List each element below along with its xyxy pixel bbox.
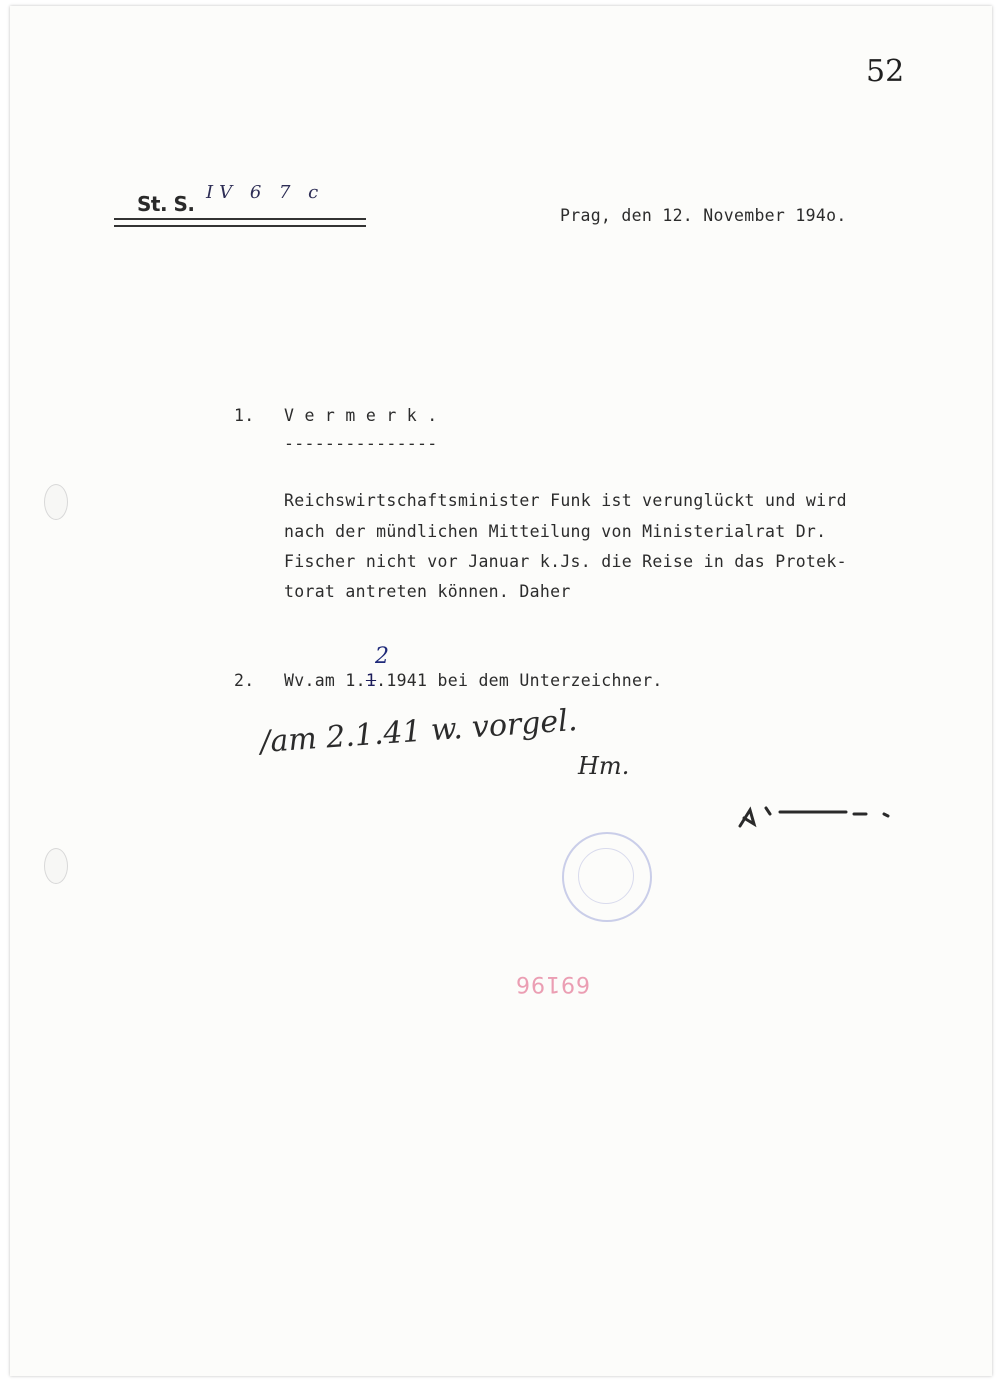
punch-hole — [44, 848, 68, 884]
item-1-line: nach der mündlichen Mitteilung von Ministerialrat Dr. — [284, 522, 827, 541]
sts-underline-double — [114, 225, 366, 227]
item-1-line: Reichswirtschaftsminister Funk ist verunglückt und wird — [284, 491, 847, 510]
item-1-title: V e r m e r k . — [284, 406, 438, 425]
signature-scribble — [736, 796, 896, 836]
item-1-line: torat antreten können. Daher — [284, 582, 571, 601]
struck-digit: 1 — [365, 671, 377, 690]
stamp-number: 69196 — [515, 971, 590, 996]
page-number: 52 — [866, 54, 905, 89]
item-1-title-underline: --------------- — [284, 434, 438, 453]
sts-reference-handwritten: IV 6 7 c — [206, 182, 325, 203]
sts-underline — [114, 218, 366, 220]
sts-label: St. S. — [137, 192, 195, 216]
punch-hole — [44, 484, 68, 520]
handwritten-note: /am 2.1.41 w. vorgel. — [259, 702, 579, 761]
handwritten-initials: Hm. — [578, 752, 630, 780]
document-page — [10, 6, 992, 1376]
place-date: Prag, den 12. November 194o. — [560, 206, 847, 225]
item-2-number: 2. — [234, 671, 255, 690]
item-2-text: Wv.am 1.1.1941 bei dem Unterzeichner. — [284, 671, 663, 690]
item-1-number: 1. — [234, 406, 255, 425]
item-1-line: Fischer nicht vor Januar k.Js. die Reise in das Protek- — [284, 552, 847, 571]
archive-stamp — [562, 832, 652, 922]
handwritten-correction: 2 — [375, 644, 389, 669]
